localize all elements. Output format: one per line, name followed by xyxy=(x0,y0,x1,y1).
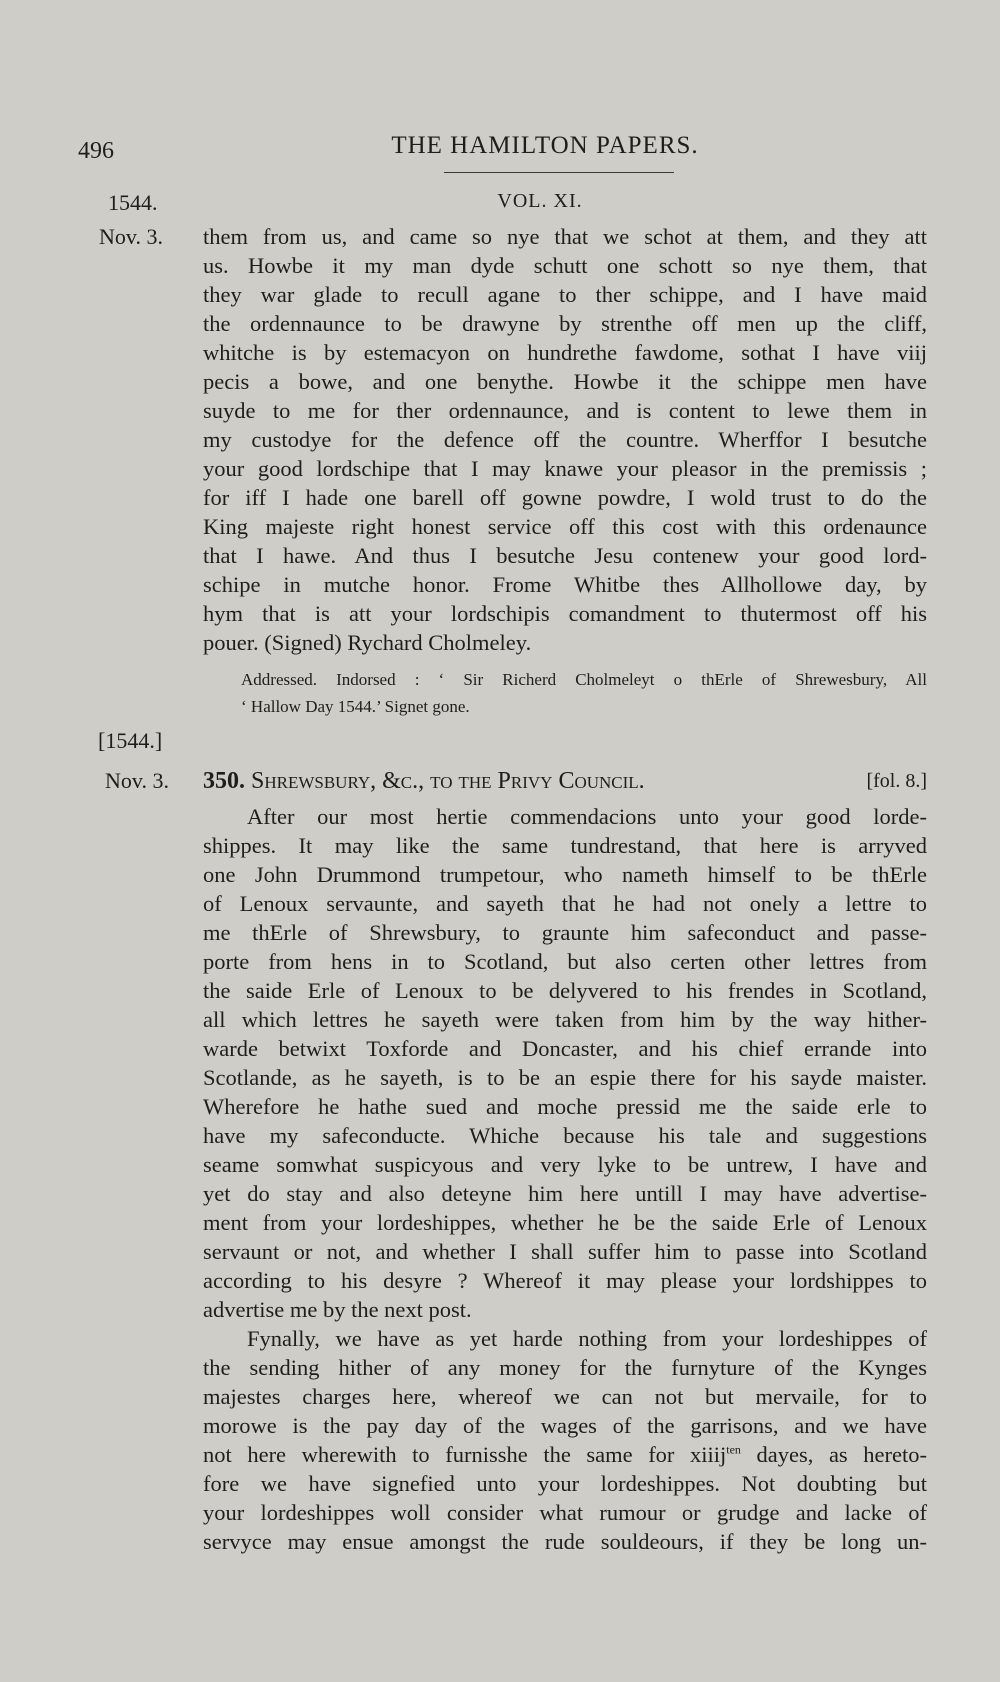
text-line: porte from hens in to Scotland, but also certen other lettres from xyxy=(203,949,927,974)
header-rule xyxy=(444,172,674,173)
text-line: they war glade to recull agane to ther schippe, and I have maid xyxy=(203,282,927,307)
letter-number: 350. xyxy=(203,768,245,794)
letter2-date: Nov. 3. xyxy=(105,768,169,793)
letter2-year: [1544.] xyxy=(98,728,163,753)
text-line: ment from your lordeshippes, whether he be the saide Erle of Lenoux xyxy=(203,1210,927,1235)
page-number: 496 xyxy=(78,138,114,164)
text-line xyxy=(203,1440,927,1469)
text-line: Wherefore he hathe sued and moche pressid me the saide erle to xyxy=(203,1094,927,1119)
text-line: your good lordschipe that I may knawe your pleasor in the premissis ; xyxy=(203,456,927,481)
text-line: according to his desyre ? Whereof it may please your lordshippes to xyxy=(203,1268,927,1293)
text-line: hym that is att your lordschipis comandment to thutermost off his xyxy=(203,601,927,626)
letter-title: Shrewsbury, &c., to the Privy Council. xyxy=(251,768,645,794)
text-line: majestes charges here, whereof we can not but mervaile, for to xyxy=(203,1384,927,1409)
text-line: of Lenoux servaunte, and sayeth that he had not onely a lettre to xyxy=(203,891,927,916)
text-line: fore we have signefied unto your lordeshippes. Not doubting but xyxy=(203,1471,927,1496)
text-line: seame somwhat suspicyous and very lyke to be untrew, I have and xyxy=(203,1152,927,1177)
text-line: me thErle of Shrewsbury, to graunte him safeconduct and passe- xyxy=(203,920,927,945)
endorsement-line: Addressed. Indorsed : ‘ Sir Richerd Cholmeleyt o thErle of Shrewesbury, All xyxy=(241,670,927,689)
text-line: the saide Erle of Lenoux to be delyvered to his frendes in Scotland, xyxy=(203,978,927,1003)
text-line: yet do stay and also deteyne him here untill I may have advertise- xyxy=(203,1181,927,1206)
text-line: servaunt or not, and whether I shall suffer him to passe into Scotland xyxy=(203,1239,927,1264)
text-line: suyde to me for ther ordennaunce, and is content to lewe them in xyxy=(203,398,927,423)
text-line: us. Howbe it my man dyde schutt one schott so nye them, that xyxy=(203,253,927,278)
letter1-date: Nov. 3. xyxy=(99,224,163,249)
letter2-body xyxy=(203,802,927,1556)
volume-label: VOL. XI. xyxy=(497,190,583,212)
text-line: King majeste right honest service off this cost with this ordenaunce xyxy=(203,514,927,539)
text-line: have my safeconducte. Whiche because his tale and suggestions xyxy=(203,1123,927,1148)
folio-reference: [fol. 8.] xyxy=(866,770,927,792)
text-line: one John Drummond trumpetour, who nameth himself to be thErle xyxy=(203,862,927,887)
running-title: THE HAMILTON PAPERS. xyxy=(391,132,699,159)
text-line: Scotlande, as he sayeth, is to be an espie there for his sayde maister. xyxy=(203,1065,927,1090)
text-line: servyce may ensue amongst the rude souldeours, if they be long un- xyxy=(203,1529,927,1554)
superscript: ten xyxy=(726,1442,741,1457)
text-line: your lordeshippes woll consider what rumour or grudge and lacke of xyxy=(203,1500,927,1525)
text-line: advertise me by the next post. xyxy=(203,1297,472,1322)
text-line: morowe is the pay day of the wages of the garrisons, and we have xyxy=(203,1413,927,1438)
text-line: the ordennaunce to be drawyne by strenthe off men up the cliff, xyxy=(203,311,927,336)
text-line: for iff I hade one barell off gowne powdre, I wold trust to do the xyxy=(203,485,927,510)
text-line: pouer. (Signed) Rychard Cholmeley. xyxy=(203,630,532,655)
text-line: whitche is by estemacyon on hundrethe fawdome, sothat I have viij xyxy=(203,340,927,365)
letter-heading xyxy=(203,768,927,802)
text-line: all which lettres he sayeth were taken from him by the way hither- xyxy=(203,1007,927,1032)
margin-year: 1544. xyxy=(108,190,158,215)
endorsement-note xyxy=(241,666,927,720)
text-line: that I hawe. And thus I besutche Jesu contenew your good lord- xyxy=(203,543,927,568)
text-line: my custodye for the defence off the countre. Wherffor I besutche xyxy=(203,427,927,452)
text-segment: dayes, as hereto- xyxy=(740,1442,927,1467)
text-line: Fynally, we have as yet harde nothing from your lordeshippes of xyxy=(247,1326,927,1351)
text-line: the sending hither of any money for the furnyture of the Kynges xyxy=(203,1355,927,1380)
text-line: pecis a bowe, and one benythe. Howbe it the schippe men have xyxy=(203,369,927,394)
text-segment: not here wherewith to furnisshe the same for xiiij xyxy=(203,1442,727,1467)
text-line: warde betwixt Toxforde and Doncaster, and his chief errande into xyxy=(203,1036,927,1061)
text-line: them from us, and came so nye that we schot at them, and they att xyxy=(203,224,927,249)
text-line: shippes. It may like the same tundrestand, that here is arryved xyxy=(203,833,927,858)
letter1-body xyxy=(203,222,927,657)
text-line: After our most hertie commendacions unto your good lorde- xyxy=(247,804,927,829)
endorsement-line: ‘ Hallow Day 1544.’ Signet gone. xyxy=(241,697,470,716)
text-line: schipe in mutche honor. Frome Whitbe thes Allhollowe day, by xyxy=(203,572,927,597)
